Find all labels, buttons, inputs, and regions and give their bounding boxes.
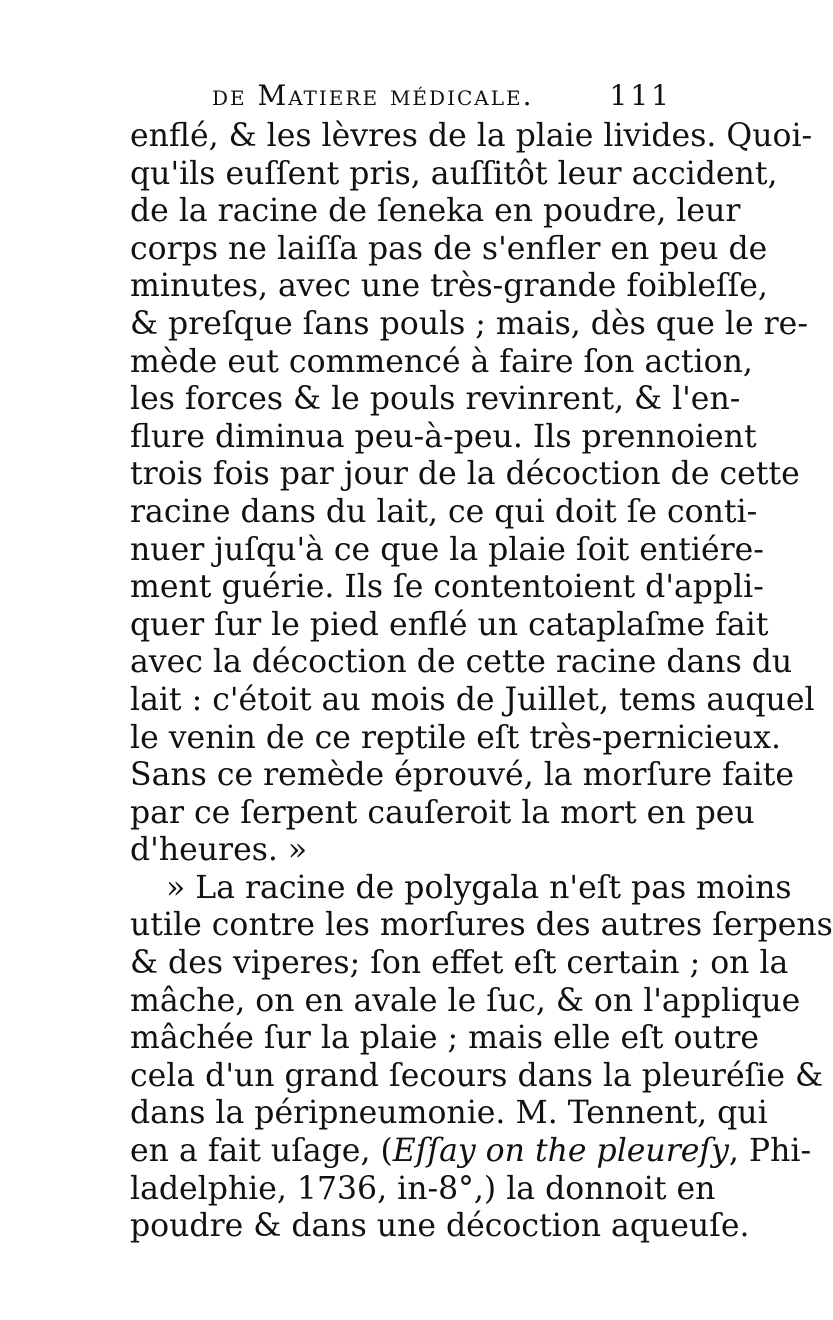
- text-line-closing: poudre & dans une décoction aqueuſe.: [130, 1208, 750, 1245]
- text-line-citation: [130, 1133, 812, 1171]
- running-head: [130, 78, 672, 114]
- text-line: mâche, on en avale le ſuc, & on l'applique: [130, 982, 801, 1019]
- text-line: par ce ſerpent cauſeroit la mort en peu: [130, 794, 755, 831]
- text-line: » La racine de polygala n'eſt pas moins: [166, 869, 792, 906]
- text-line: & des viperes; ſon effet eſt certain ; on la: [130, 945, 789, 982]
- text-line: flure diminua peu-à-peu. Ils prennoient: [130, 418, 757, 455]
- text-line: lait : c'étoit au mois de Juillet, tems auquel: [130, 681, 815, 718]
- text-line-closing: ladelphie, 1736, in-8°,) la donnoit en: [130, 1170, 716, 1207]
- text-line: enflé, & les lèvres de la plaie livides. Quoi-: [130, 118, 813, 154]
- text-line: & preſque ſans pouls ; mais, dès que le re-: [130, 305, 808, 342]
- text-line: Sans ce remède éprouvé, la morſure faite: [130, 757, 794, 794]
- text-line: utile contre les morſures des autres ſerpens: [130, 907, 833, 944]
- text-line: cela d'un grand ſecours dans la pleuréſie &: [130, 1057, 824, 1094]
- text-line: nuer juſqu'à ce que la plaie ſoit entiére-: [130, 531, 764, 568]
- text-line: minutes, avec une très-grande foibleſſe,: [130, 268, 768, 305]
- citation-title: Eſſay on the pleureſy: [392, 1133, 729, 1170]
- text-line: trois fois par jour de la décoction de cette: [130, 456, 800, 493]
- citation-after: , Phi-: [728, 1133, 812, 1170]
- body-text: [130, 118, 833, 1246]
- text-line: racine dans du lait, ce qui doit ſe conti-: [130, 493, 758, 530]
- page-number: 111: [609, 79, 672, 112]
- text-line: qu'ils euſſent pris, auſſitôt leur accident,: [130, 155, 778, 192]
- paragraph-container: [130, 118, 833, 1133]
- text-line: de la racine de ſeneka en poudre, leur: [130, 193, 741, 230]
- text-line: mède eut commencé à faire ſon action,: [130, 343, 753, 380]
- text-line: avec la décoction de cette racine dans du: [130, 644, 793, 681]
- text-line: mâchée ſur la plaie ; mais elle eſt outre: [130, 1020, 760, 1057]
- text-line: dans la péripneumonie. M. Tennent, qui: [130, 1095, 768, 1132]
- text-line: d'heures. »: [130, 832, 308, 869]
- citation-before: en a fait uſage, (: [130, 1133, 393, 1170]
- running-title: de Matiere médicale.: [212, 79, 534, 112]
- text-line: le venin de ce reptile eſt très-pernicieux.: [130, 719, 782, 756]
- text-line: quer ſur le pied enflé un cataplaſme fait: [130, 606, 769, 643]
- text-line: corps ne laiſſa pas de s'enfler en peu de: [130, 230, 768, 267]
- text-line: les forces & le pouls revinrent, & l'en-: [130, 381, 741, 418]
- text-line: ment guérie. Ils ſe contentoient d'appli-: [130, 569, 764, 606]
